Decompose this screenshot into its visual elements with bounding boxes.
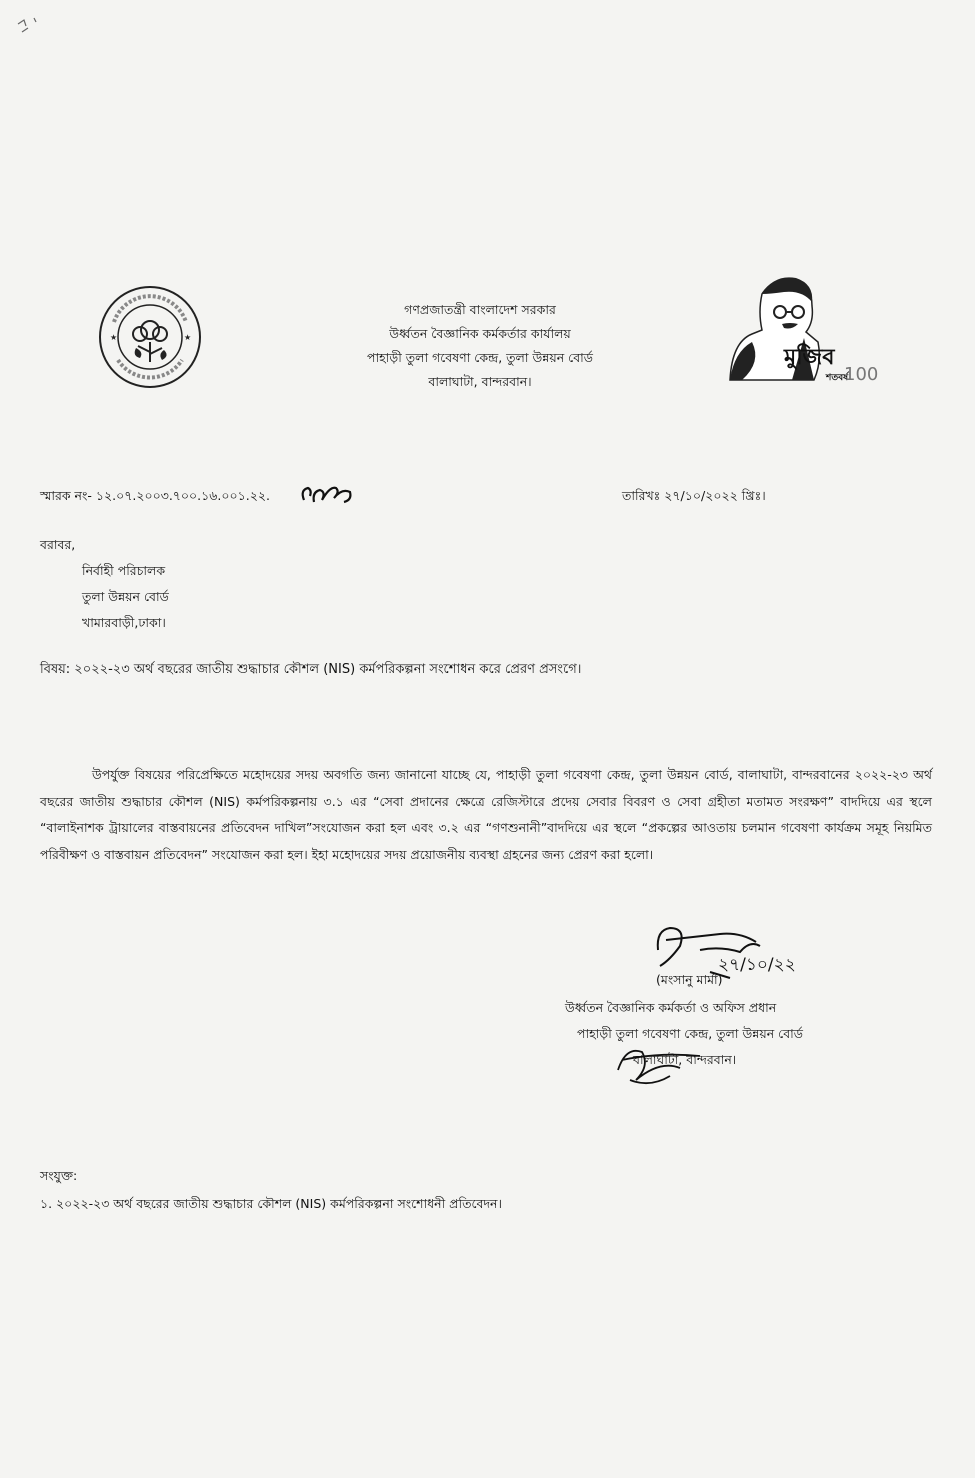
attachment-label: সংযুক্ত: [40,1168,78,1183]
svg-text:★: ★ [184,333,192,342]
mujib-100-logo [722,272,879,385]
signatory-title: উর্ধ্বতন বৈজ্ঞানিক কর্মকর্তা ও অফিস প্রধান [565,1000,777,1015]
recipient-title: নির্বাহী পরিচালক [82,563,166,578]
recipient-block [40,532,169,636]
signature-date: ২৭/১০/২২ [718,955,796,975]
body-paragraph [40,762,932,868]
cotton-board-logo [92,282,210,392]
body-text: উপর্যুক্ত বিষয়ের পরিপ্রেক্ষিতে মহোদয়ের সদয় অবগতি জন্য জানানো যাচ্ছে যে, পাহাড়ী তুলা গবেষণা কেন্দ্র, তুলা উন্নয়ন বোর্ড, বালাঘাটা, বান্দরবানের ২০২২-২৩ অর্থ বছরের জাতীয় শুদ্ধাচার কৌশল (NIS) কর্মপরিকল্পনায় ৩.১ এর “সেবা প্রদানের ক্ষেত্রে রেজিস্টারে প্রদেয় সেবার বিবরণ ও সেবা গ্রহীতা মতামত সংরক্ষণ” বাদদিয়ে এর স্থলে “বালাইনাশক ট্রায়ালের বাস্তবায়নের প্রতিবেদন দাখিল”সংযোজন করা হল এবং ৩.২ এর “গণশুনানী”বাদদিয়ে এর স্থলে “প্রকল্পের আওতায় চলমান গবেষণা কার্যক্রম সমূহ নিয়মিত পরিবীক্ষণ ও বাস্তবায়ন প্রতিবেদন” সংযোজন করা হল। ইহা মহোদয়ের সদয় প্রয়োজনীয় ব্যবস্থা গ্রহনের জন্য প্রেরণ করা হলো। [40,767,932,862]
header-line-location: বালাঘাটা, বান্দরবান। [428,374,532,389]
paper-speck [14,14,54,54]
signatory-name: (মংসানু মার্মা) [656,972,723,987]
mujib-number: 100 [844,364,879,385]
attachment-block [40,1162,502,1218]
letterhead [300,298,660,394]
letter-date: তারিখঃ ২৭/১০/২০২২ খ্রিঃ। [622,488,766,503]
signatory-location: বালাঘাটা, বান্দরবান। [633,1052,737,1067]
handwritten-memo-number [300,478,356,508]
signatory-org: পাহাড়ী তুলা গবেষণা কেন্দ্র, তুলা উন্নয়ন বোর্ড [577,1026,803,1041]
mujib-text: মুজিব [784,345,835,370]
recipient-org: তুলা উন্নয়ন বোর্ড [82,589,169,604]
header-line-government: গণপ্রজাতন্ত্রী বাংলাদেশ সরকার [404,302,556,317]
salutation: বরাবর, [40,537,76,552]
recipient-address: খামারবাড়ী,ঢাকা। [82,615,166,630]
header-line-center: পাহাড়ী তুলা গবেষণা কেন্দ্র, তুলা উন্নয়ন বোর্ড [367,350,593,365]
memo-number: স্মারক নং- ১২.০৭.২০০৩.৭০০.১৬.০০১.২২. [40,488,270,503]
header-line-office: উর্ধ্বতন বৈজ্ঞানিক কর্মকর্তার কার্যালয় [389,326,571,341]
mujib-small-text: শতবর্ষ [826,373,849,383]
subject-line: বিষয়: ২০২২-২৩ অর্থ বছরের জাতীয় শুদ্ধাচার কৌশল (NIS) কর্মপরিকল্পনা সংশোধন করে প্রেরণ প্রসংগে। [40,662,582,677]
svg-text:★: ★ [110,333,118,342]
attachment-item: ১. ২০২২-২৩ অর্থ বছরের জাতীয় শুদ্ধাচার কৌশল (NIS) কর্মপরিকল্পনা সংশোধনী প্রতিবেদন। [40,1196,502,1211]
